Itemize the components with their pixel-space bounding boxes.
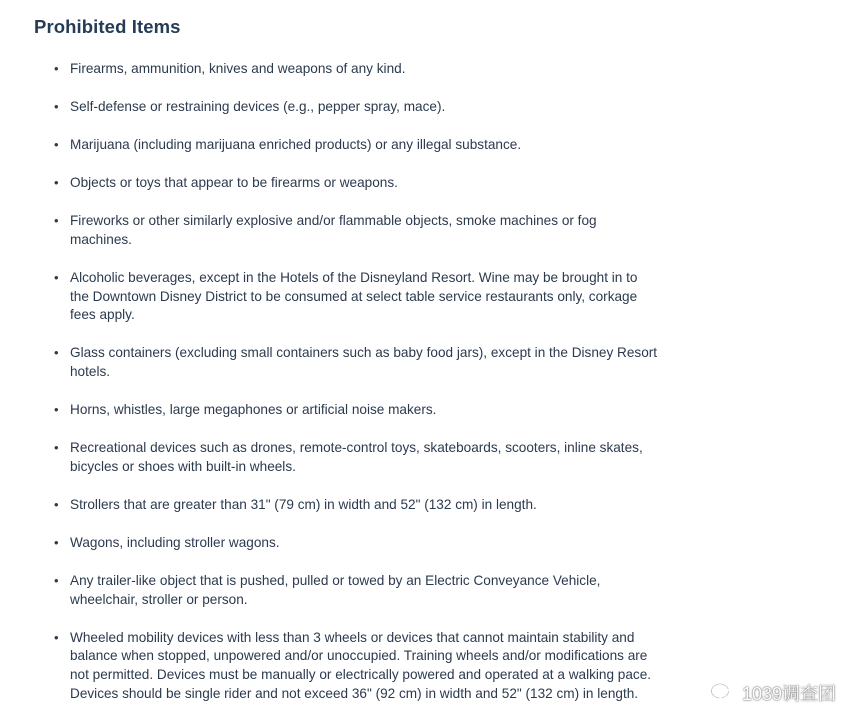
list-item: [54, 60, 660, 79]
bullet: •: [54, 496, 59, 512]
bullet: •: [54, 174, 59, 190]
list-item: [54, 98, 660, 117]
bullet: •: [54, 212, 59, 228]
list-item: [54, 572, 660, 610]
list-item-text: Alcoholic beverages, except in the Hotels of the Disneyland Resort. Wine may be brought in to the Downtown Disney District to be consumed at select table service restaurants only, corkage fees apply.: [70, 269, 638, 323]
bullet: •: [54, 61, 59, 76]
bullet: •: [54, 402, 59, 418]
bullet: •: [54, 136, 59, 152]
list-item: [54, 269, 660, 325]
list-item-text: Strollers that are greater than 31" (79 cm) in width and 52" (132 cm) in length.: [70, 496, 537, 512]
list-item-text: Firearms, ammunition, knives and weapons of any kind.: [70, 61, 406, 76]
list-item-text: Any trailer-like object that is pushed, pulled or towed by an Electric Conveyance Vehicle, wheelchair, stroller or person.: [70, 572, 601, 607]
list-item: [54, 534, 660, 553]
list-item: [54, 496, 660, 515]
list-item-text: Wagons, including stroller wagons.: [70, 534, 280, 550]
wechat-icon: [710, 682, 736, 704]
watermark-text: 1039调查团: [741, 684, 836, 704]
bullet: •: [54, 98, 59, 114]
list-item: [54, 344, 660, 382]
list-item: [54, 401, 660, 420]
list-item-text: Self-defense or restraining devices (e.g., pepper spray, mace).: [70, 98, 446, 114]
bullet: •: [54, 572, 59, 588]
bullet: •: [54, 629, 59, 645]
bullet: •: [54, 440, 59, 456]
list-item-text: Glass containers (excluding small containers such as baby food jars), except in the Disney Resort hotels.: [70, 345, 658, 380]
list-item: [54, 439, 660, 477]
list-item: [54, 136, 660, 155]
bullet: •: [54, 345, 59, 361]
list-item-text: Recreational devices such as drones, remote-control toys, skateboards, scooters, inline skates, bicycles or shoes with built-in wheels.: [70, 440, 643, 474]
list-item-text: Marijuana (including marijuana enriched products) or any illegal substance.: [70, 136, 522, 152]
prohibited-items-list: [54, 60, 660, 723]
bullet: •: [54, 534, 59, 550]
list-item: [54, 629, 660, 704]
list-item-text: Fireworks or other similarly explosive and/or flammable objects, smoke machines or fog machines.: [70, 212, 597, 247]
watermark: [710, 680, 836, 706]
list-item-text: Horns, whistles, large megaphones or artificial noise makers.: [70, 402, 437, 418]
list-item: [54, 174, 660, 193]
list-item-text: Objects or toys that appear to be firearms or weapons.: [70, 174, 398, 190]
bullet: •: [54, 269, 59, 285]
section-title: Prohibited Items: [34, 16, 181, 37]
list-item: [54, 212, 660, 250]
list-item-text: Wheeled mobility devices with less than 3 wheels or devices that cannot maintain stability and balance when stopped, unpowered and/or unoccupied. Training wheels and/or modifications are not permitted. Devices must be manually or electrically powered and operated at a walking pace. Devices should be single rider and not exceed 36" (92 cm) in width and 52" (132 cm) in length.: [70, 629, 652, 701]
